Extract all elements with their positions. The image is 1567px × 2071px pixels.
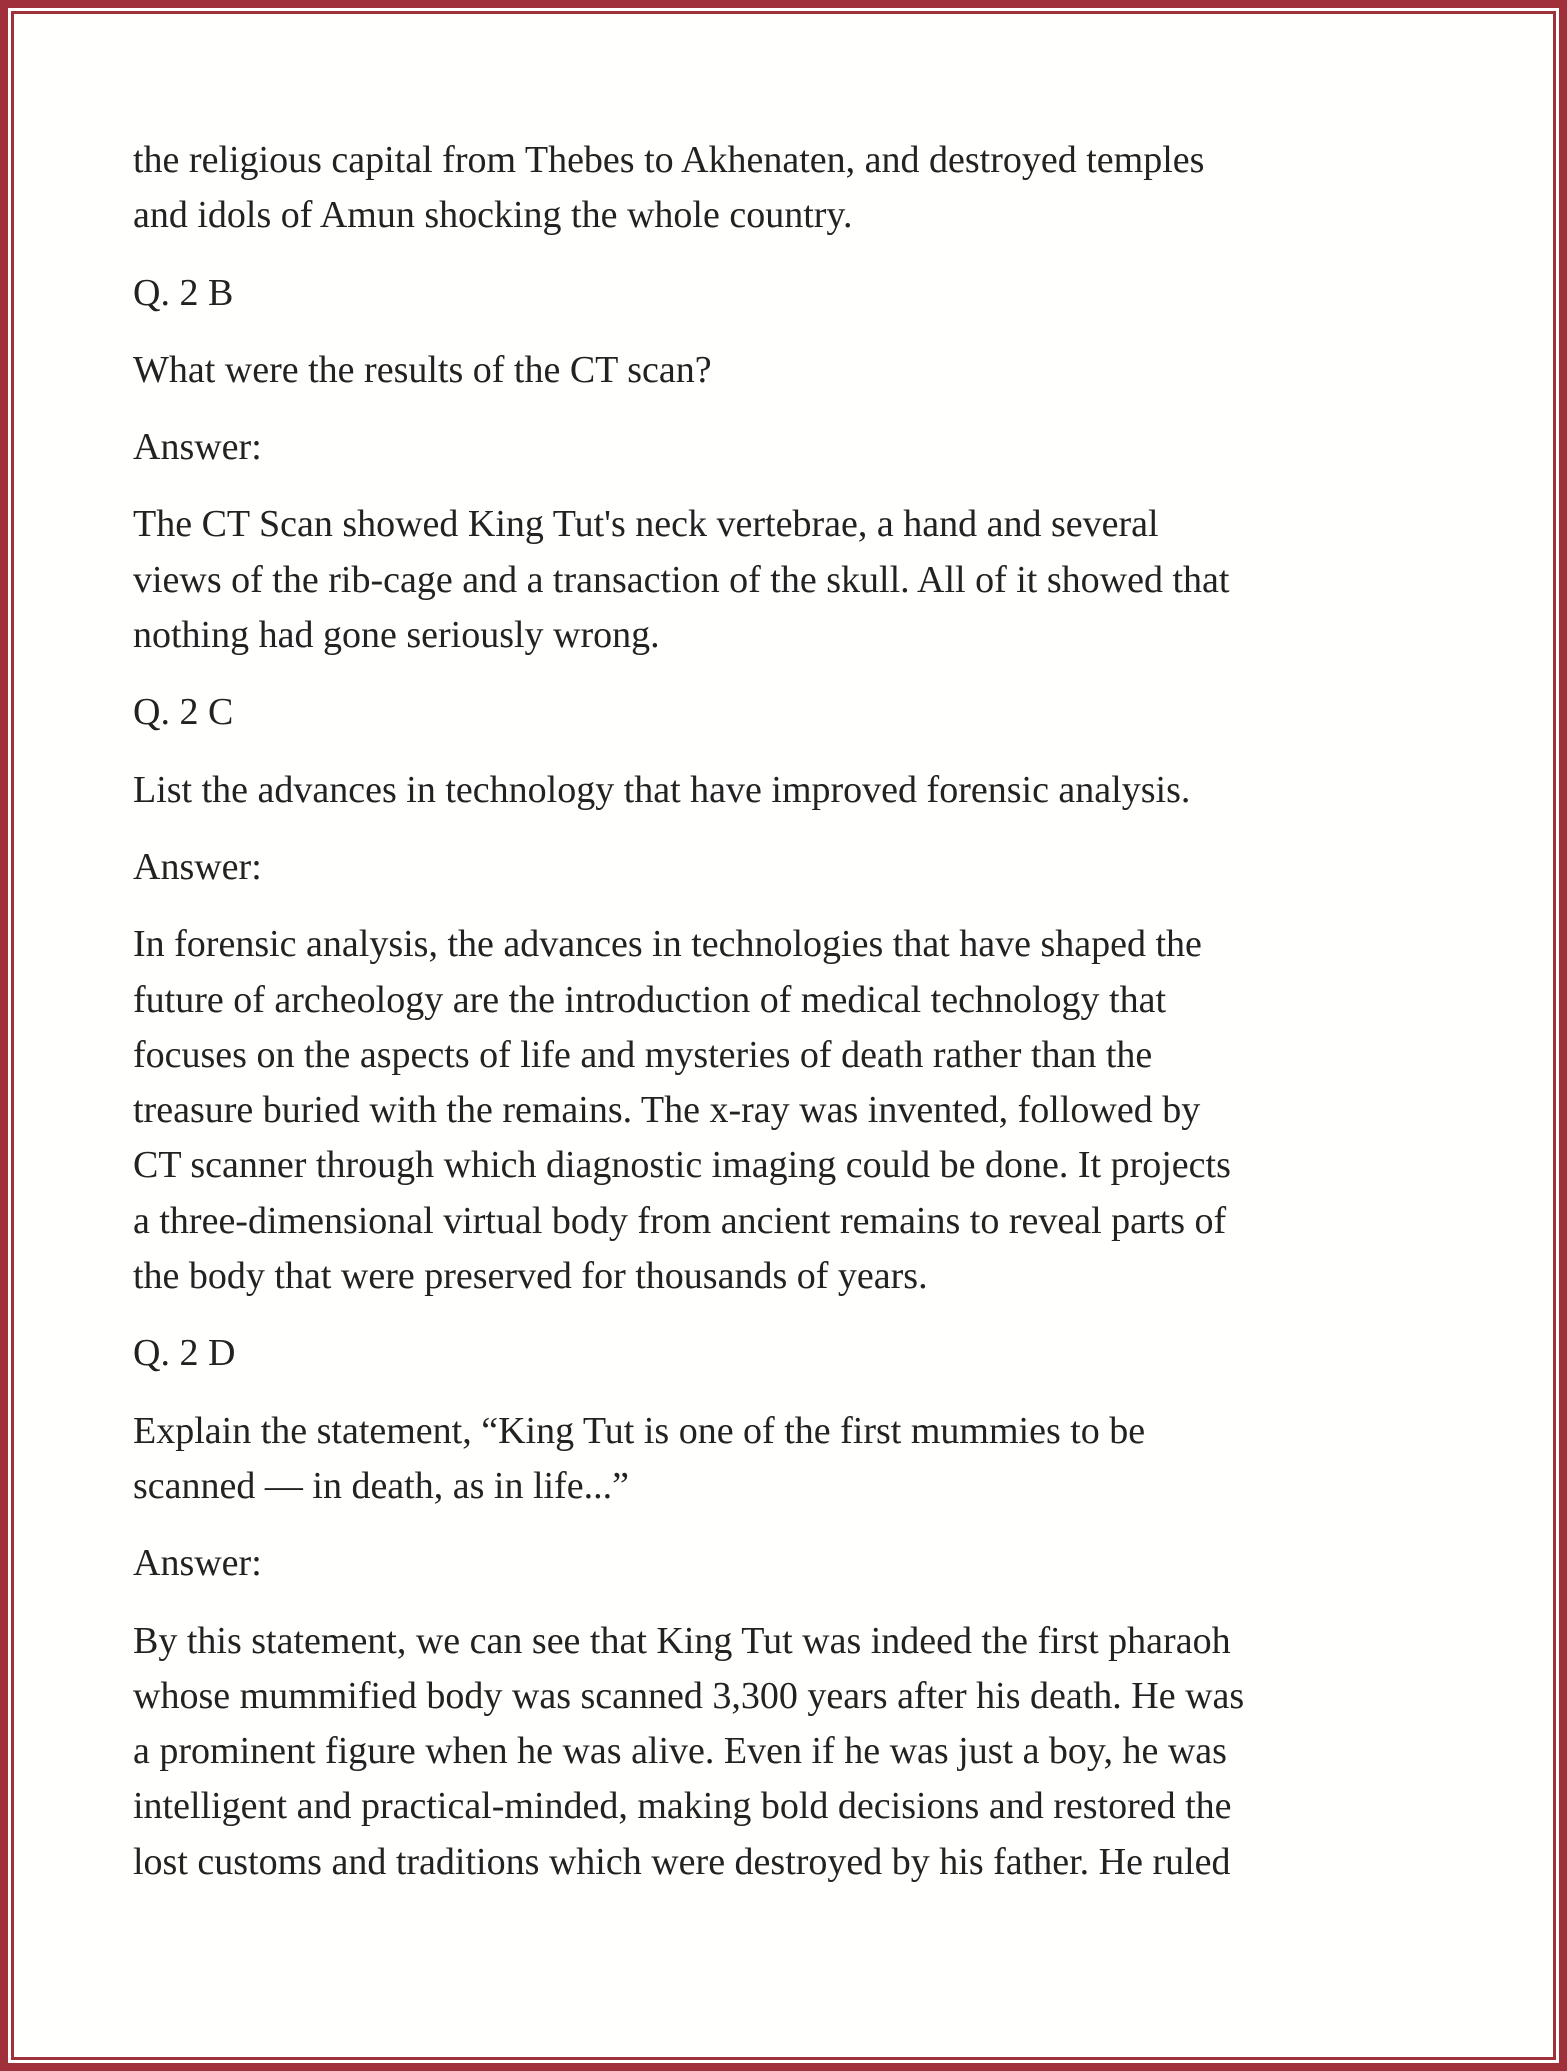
paragraph xyxy=(133,497,1433,663)
text-line: Answer: xyxy=(133,426,262,469)
text-line: lost customs and traditions which were destroyed by his father. He ruled xyxy=(133,1840,1231,1883)
text-line: By this statement, we can see that King Tut was indeed the first pharaoh xyxy=(133,1619,1231,1662)
text-line: a three-dimensional virtual body from ancient remains to reveal parts of xyxy=(133,1199,1227,1242)
text-line: future of archeology are the introduction of medical technology that xyxy=(133,978,1167,1021)
answer-label xyxy=(133,1536,1433,1591)
text-line: treasure buried with the remains. The x-ray was invented, followed by xyxy=(133,1089,1201,1132)
paragraph xyxy=(133,917,1433,1304)
answer-label xyxy=(133,840,1433,895)
text-line: Explain the statement, “King Tut is one of the first mummies to be xyxy=(133,1409,1146,1452)
text-line: In forensic analysis, the advances in technologies that have shaped the xyxy=(133,923,1202,966)
text-line: and idols of Amun shocking the whole country. xyxy=(133,194,853,237)
text-line: whose mummified body was scanned 3,300 years after his death. He was xyxy=(133,1674,1245,1717)
paragraph xyxy=(133,1614,1433,1890)
question-number xyxy=(133,1326,1433,1381)
answer-label xyxy=(133,420,1433,475)
text-line: focuses on the aspects of life and mysteries of death rather than the xyxy=(133,1033,1153,1076)
text-line: scanned — in death, as in life...” xyxy=(133,1464,629,1507)
text-line: Answer: xyxy=(133,1542,262,1585)
text-line: Q. 2 C xyxy=(133,691,234,734)
question-number xyxy=(133,266,1433,321)
question-text xyxy=(133,763,1433,818)
text-line: the body that were preserved for thousands of years. xyxy=(133,1255,928,1298)
text-line: views of the rib-cage and a transaction of the skull. All of it showed that xyxy=(133,558,1230,601)
text-line: Q. 2 B xyxy=(133,271,234,314)
question-text xyxy=(133,343,1433,398)
paragraph xyxy=(133,133,1433,244)
text-line: Q. 2 D xyxy=(133,1332,236,1375)
text-line: a prominent figure when he was alive. Even if he was just a boy, he was xyxy=(133,1730,1227,1773)
text-line: intelligent and practical-minded, making bold decisions and restored the xyxy=(133,1785,1232,1828)
text-line: the religious capital from Thebes to Akhenaten, and destroyed temples xyxy=(133,139,1205,181)
text-line: What were the results of the CT scan? xyxy=(133,348,712,391)
question-text xyxy=(133,1404,1433,1515)
text-line: List the advances in technology that have improved forensic analysis. xyxy=(133,768,1191,811)
text-line: CT scanner through which diagnostic imaging could be done. It projects xyxy=(133,1144,1231,1187)
document-body xyxy=(133,133,1433,1912)
text-line: nothing had gone seriously wrong. xyxy=(133,614,660,657)
text-line: Answer: xyxy=(133,845,262,888)
text-line: The CT Scan showed King Tut's neck vertebrae, a hand and several xyxy=(133,503,1159,546)
question-number xyxy=(133,685,1433,740)
